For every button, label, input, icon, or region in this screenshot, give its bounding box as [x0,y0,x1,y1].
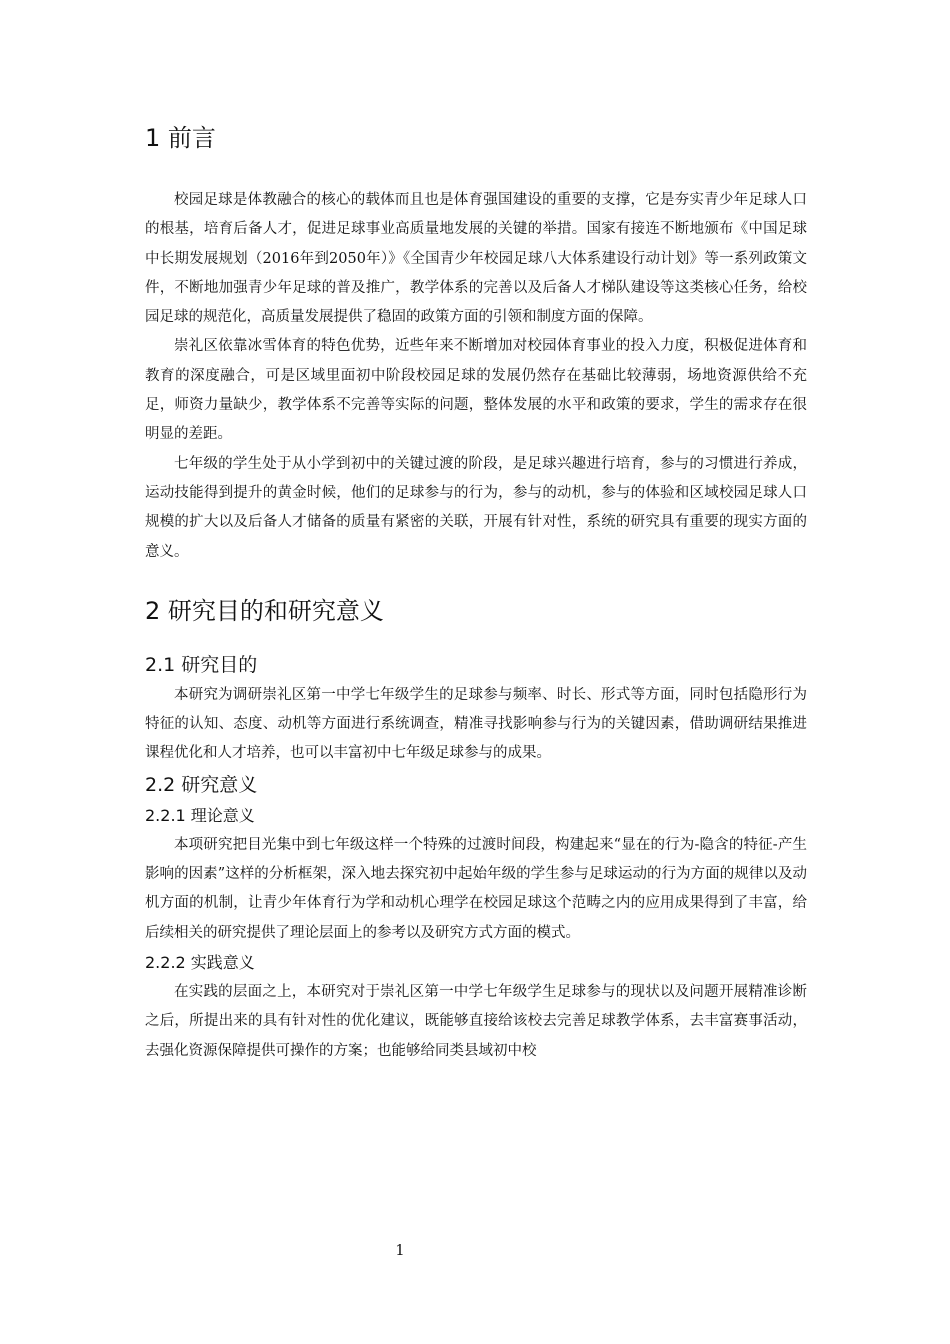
page-body [145,118,807,1066]
section-2-1-paragraph: 本研究为调研崇礼区第一中学七年级学生的足球参与频率、时长、形式等方面，同时包括隐形行为特征的认知、态度、动机等方面进行系统调查，精准寻找影响参与行为的关键因素，借助调研结果推进课程优化和人才培养，也可以丰富初中七年级足球参与的成果。 [145,686,807,762]
section-2-2-1-heading: 2.2.1 理论意义 [145,805,255,825]
section-1-paragraph-2: 崇礼区依靠冰雪体育的特色优势，近些年来不断增加对校园体育事业的投入力度，积极促进体育和教育的深度融合，可是区域里面初中阶段校园足球的发展仍然存在基础比较薄弱，场地资源供给不充足，师资力量缺少，教学体系不完善等实际的问题，整体发展的水平和政策的要求，学生的需求存在很明显的差距。 [145,338,807,443]
section-1-heading: 1 前言 [145,124,216,152]
section-2-heading: 2 研究目的和研究意义 [145,596,384,625]
section-2-1-heading: 2.1 研究目的 [145,653,258,676]
section-1-paragraph-1: 校园足球是体教融合的核心的载体而且也是体育强国建设的重要的支撑，它是夯实青少年足球人口的根基，培育后备人才，促进足球事业高质量地发展的关键的举措。国家有接连不断地颁布《中国足球中长期发展规划（2016年到2050年）》《全国青少年校园足球八大体系建设行动计划》等一系列政策文件，不断地加强青少年足球的普及推广，教学体系的完善以及后备人才梯队建设等这类核心任务，给校园足球的规范化，高质量发展提供了稳固的政策方面的引领和制度方面的保障。 [145,192,807,326]
section-2-2-heading: 2.2 研究意义 [145,773,258,796]
section-1-paragraph-3: 七年级的学生处于从小学到初中的关键过渡的阶段，是足球兴趣进行培育，参与的习惯进行养成，运动技能得到提升的黄金时候，他们的足球参与的行为，参与的动机，参与的体验和区域校园足球人口规模的扩大以及后备人才储备的质量有紧密的关联，开展有针对性，系统的研究具有重要的现实方面的意义。 [145,455,807,560]
section-2-2-2-heading: 2.2.2 实践意义 [145,952,255,972]
section-2-2-1-paragraph: 本项研究把目光集中到七年级这样一个特殊的过渡时间段，构建起来“显在的行为-隐含的特征-产生影响的因素”这样的分析框架，深入地去探究初中起始年级的学生参与足球运动的行为方面的规律以及动机方面的机制，让青少年体育行为学和动机心理学在校园足球这个范畴之内的应用成果得到了丰富，给后续相关的研究提供了理论层面上的参考以及研究方式方面的模式。 [145,836,807,941]
section-2-2-2-paragraph: 在实践的层面之上，本研究对于崇礼区第一中学七年级学生足球参与的现状以及问题开展精准诊断之后，所提出来的具有针对性的优化建议，既能够直接给该校去完善足球教学体系，去丰富赛事活动，去强化资源保障提供可操作的方案；也能够给同类县域初中校 [145,983,807,1059]
page-number: 1 [395,1243,405,1259]
